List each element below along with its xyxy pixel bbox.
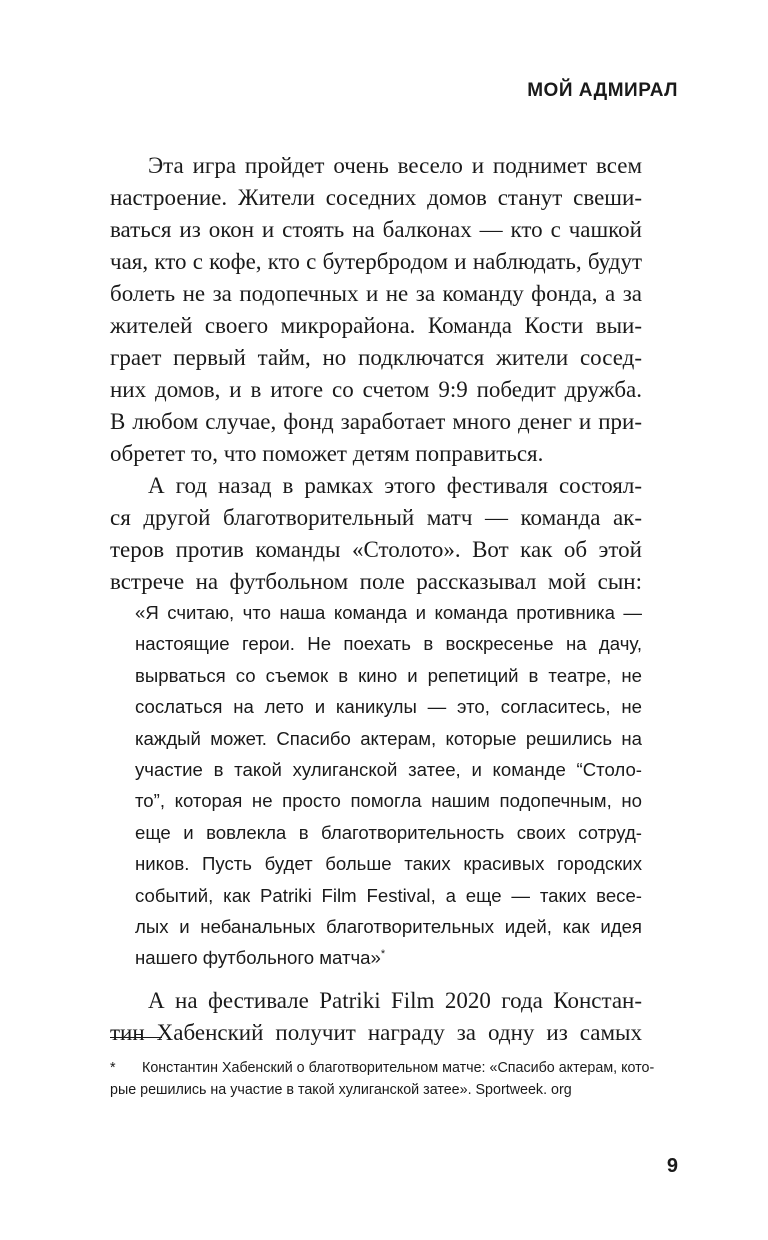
footnote-marker: * [110,1060,116,1076]
footnote-line: рые решились на участие в такой хулиганской затее». Sportweek. org [110,1082,572,1098]
text-line: жителей своего микрорайона. Команда Кости выи- [110,313,642,338]
text-line: Эта игра пройдет очень весело и поднимет всем [148,153,642,178]
footnote-line [110,1057,655,1079]
footnote-reference[interactable]: * [380,948,386,961]
quote-line: лых и небанальных благотворительных идей, как идея [135,915,642,937]
main-text-continued [110,985,642,1049]
text-line: обретет то, что поможет детям поправиться. [110,441,544,466]
text-line: ваться из окон и стоять на балконах — кто с чашкой [110,217,642,242]
text-line: них домов, и в итоге со счетом 9:9 победит дружба. [110,377,642,402]
quote-line: еще и вовлекла в благотворительность своих сотруд- [135,821,642,843]
text-line: А год назад в рамках этого фестиваля состоял- [148,473,642,498]
footnote-divider [110,1037,162,1038]
quote-line: настоящие герои. Не поехать в воскресенье на дачу, [135,633,642,655]
footnote-text: Константин Хабенский о благотворительном матче: «Спасибо актерам, кото- [142,1060,655,1076]
text-line: встрече на футбольном поле рассказывал мой сын: [110,569,642,594]
quote-line: сослаться на лето и каникулы — это, согласитесь, не [135,696,642,718]
text-line: болеть не за подопечных и не за команду фонда, а за [110,281,642,306]
page-number: 9 [666,1155,678,1177]
quote-line: каждый может. Спасибо актерам, которые решились на [135,727,642,749]
text-line: настроение. Жители соседних домов станут свеши- [110,185,642,210]
text-line: В любом случае, фонд заработает много денег и при- [110,409,642,434]
quote-line: «Я считаю, что наша команда и команда противника — [135,602,642,623]
main-text [110,150,642,598]
quote-last-text: нашего футбольного матча» [135,947,381,969]
quote-line: ников. Пусть будет больше таких красивых городских [135,853,642,875]
text-line: грает первый тайм, но подключатся жители сосед- [110,345,642,370]
footnote [110,1057,655,1101]
text-line: А на фестивале Patriki Film 2020 года Констан- [148,988,642,1013]
text-line: теров против команды «Столото». Вот как об этой [110,537,642,562]
text-line: ся другой благотворительный матч — команда ак- [110,505,642,530]
quote-line: то”, которая не просто помогла нашим подопечным, но [135,790,642,812]
text-line: чая, кто с кофе, кто с бутербродом и наблюдать, будут [110,249,642,274]
block-quote [135,597,642,974]
quote-line: вырваться со съемок в кино и репетиций в театре, не [135,664,642,686]
running-title: МОЙ АДМИРАЛ [527,80,678,101]
quote-line [135,942,642,973]
text-line: тин Хабенский получит награду за одну из самых [110,1020,642,1045]
quote-line: участие в такой хулиганской затее, и команде “Столо- [135,758,642,780]
quote-line: событий, как Patriki Film Festival, а еще — таких весе- [135,884,642,906]
